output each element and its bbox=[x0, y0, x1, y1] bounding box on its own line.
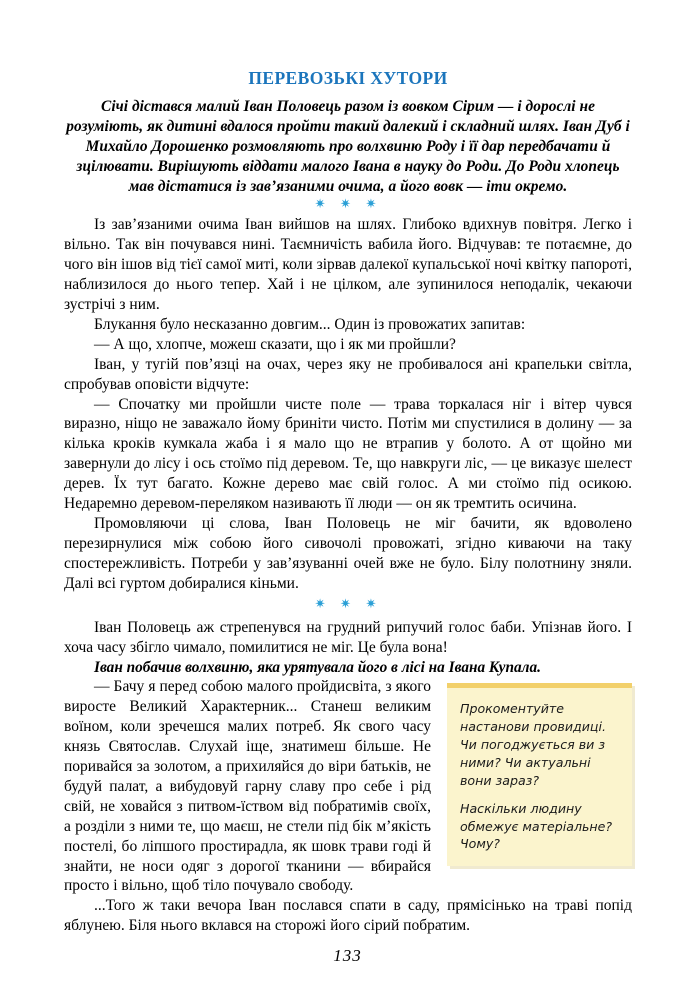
note-question-2: Наскільки людину обмежує матеріальне? Чому? bbox=[460, 800, 613, 852]
body-paragraph: Блукання було несказанно довгим... Один із провожатих запитав: bbox=[94, 315, 526, 333]
page-number: 133 bbox=[333, 946, 362, 965]
question-note-box bbox=[447, 683, 632, 866]
note-question-1: Прокоментуйте настанови провидиці. Чи погоджується ви з ними? Чи актуальні вони зараз? bbox=[460, 701, 606, 788]
body-paragraph: — Спочатку ми пройшли чисте поле — трава торкалася ніг і вітер чувся виразно, ніщо не заважало йому бриніти чисто. Потім ми спустилися в долину — за кілька кроків кумкала жаба і я мало що не втрапив у болото. А от щойно ми завернули до лісу і ось стоїмо під деревом. Те, що навкруги ліс, — це виказує шелест дерев. Їх тут багато. Кожне дерево має свій голос. А ми стоїмо під осикою. Недаремно деревом-переляком називають її люди — он як тремтить осичина. bbox=[64, 395, 632, 513]
body-paragraph-final: ...Того ж таки вечора Іван послався спати в саду, прямісінько на траві попід яблунею. Біля нього вклався на сторожі його сірий побратим. bbox=[64, 897, 632, 935]
body-paragraph: Промовляючи ці слова, Іван Половець не міг бачити, як вдоволено перезирнулися між собою його сивочолі провожаті, згідно киваючи на таку спостережливість. Потреби у зав’язуванні очей вже не було. Білу полотнину зняли. Далі всі гуртом добиралися кіньми. bbox=[64, 514, 632, 592]
body-paragraph-wrapped: — Бачу я перед собою малого пройдисвіта, з якого виросте Великий Характерник... Станеш великим воїном, коли зречешся малих потреб. Як свого часу князь Святослав. Слухай іще, знатимеш більше. Не поривайся за золотом, а прихиляйся до віри батьків, не будуй палат, а вибудовуй гарну славу про себе і рід свій, не ховайся з питвом-їством від побратимів своїх, а розділи з ними те, що маєш, не стели під бік м’якість постелі, бо ліпшого простирадла, як шовк трави годі й знайти, не носи одяг з дорогої тканини — вбирайся просто і вільно, щоб тіло почувало свободу. bbox=[64, 678, 431, 895]
wrapped-text-block bbox=[64, 677, 632, 936]
body-paragraph: Іван, у тугій пов’язці на очах, через яку не пробивалося ані крапельки світла, спробував оповісти відчуте: bbox=[64, 355, 632, 393]
italic-highlight-line: Іван побачив волхвиню, яка урятувала його в лісі на Івана Купала. bbox=[94, 658, 541, 676]
page-title: ПЕРЕВОЗЬКІ ХУТОРИ bbox=[248, 68, 448, 88]
page-content bbox=[64, 68, 632, 936]
body-paragraph: — А що, хлопче, можеш сказати, що і як ми пройшли? bbox=[94, 335, 456, 353]
body-paragraph: Іван Половець аж стрепенувся на грудний рипучий голос баби. Упізнав його. І хоча часу збігло чимало, помилитися не міг. Це була вона! bbox=[64, 618, 632, 656]
star-separator-second: ✷ ✷ ✷ bbox=[314, 596, 382, 612]
body-paragraph: Із зав’язаними очима Іван вийшов на шлях. Глибоко вдихнув повітря. Легко і вільно. Так він почувався нині. Таємничість вабила його. Відчував: те потаємне, до чого він ішов від тієї самої миті, коли зірвав далекої купальської ночі квітку папороті, наблизилося до нього тепер. Хай і не цілком, але зупинилося неподалік, чекаючи зустрічі з ним. bbox=[64, 216, 632, 313]
star-separator-first: ✷ ✷ ✷ bbox=[314, 197, 382, 213]
intro-summary-paragraph: Січі дістався малий Іван Половець разом із вовком Сірим — і дорослі не розуміють, як дитині вдалося пройти такий далекий і складний шлях. Іван Дуб і Михайло Дорошенко розмовляють про волхвиню Роду і її дар передбачати й зцілювати. Вирішують віддати малого Івана в науку до Роди. До Роди хлопець мав дістатися із зав’язаними очима, а його вовк — іти окремо. bbox=[66, 98, 630, 196]
